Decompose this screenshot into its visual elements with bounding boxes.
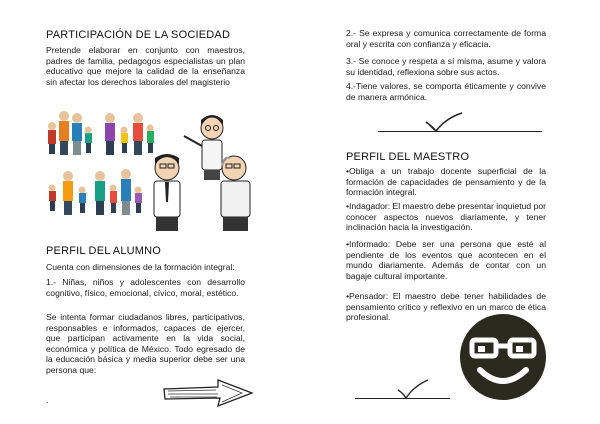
student-heading: PERFIL DEL ALUMNO xyxy=(46,245,162,257)
family-group-3 xyxy=(49,171,87,215)
hand-drawn-arrow-icon xyxy=(162,378,256,408)
teacher-woman xyxy=(184,115,223,180)
teacher-man xyxy=(154,154,180,231)
nerd-smiley-icon xyxy=(458,312,548,402)
teacher-bullet-2: •Indagador: El maestro debe presentar inquietud por conocer aspectos nuevos diariamente, y tener inclinación hacia la investigación. xyxy=(346,201,546,233)
list-item-2: 2.- Se expresa y comunica correctamente de forma oral y escrita con confianza y eficacia. xyxy=(346,28,546,49)
trailing-dot: . xyxy=(46,395,49,405)
student-point-1: 1.- Niñas, niños y adolescentes con desarrollo cognitivo, físico, emocional, cívico, moral, estético. xyxy=(46,277,245,298)
teacher-bullet-3: •Informado: Debe ser una persona que esté al pendiente de los eventos que acontecen en el mundo diariamente. Además de contar con un bagaje cultural importante. xyxy=(346,239,546,281)
student-point-2: Se intenta formar ciudadanos libres, participativos, responsables e informados, capaces de ejercer, que participan activamente en la vida social, económica y política de México. Todo egresado de la educación básica y media superior debe ser una persona que: xyxy=(46,312,245,375)
people-illustration-icon xyxy=(44,106,250,234)
society-heading: PARTICIPACIÓN DE LA SOCIEDAD xyxy=(46,29,231,41)
list-item-4: 4.-Tiene valores, se comporta éticamente y convive de manera armónica. xyxy=(346,81,546,102)
family-group-2 xyxy=(105,113,154,155)
society-body: Pretende elaborar en conjunto con maestros, padres de familia, pedagogos especialistas un plan educativo que mejore la calidad de la enseñanza sin afectar los derechos laborales del magisterio xyxy=(46,45,245,87)
list-item-3: 3.- Se conoce y respeta a sí misma, asume y valora su identidad, reflexiona sobre sus actos. xyxy=(346,56,546,77)
teacher-bullet-4: •Pensador: El maestro debe tener habilidades de pensamiento crítico y reflexivo en un marco de ética profesional. xyxy=(346,291,546,323)
right-panel xyxy=(300,0,600,424)
teacher-heading: PERFIL DEL MAESTRO xyxy=(346,151,470,163)
student-intro: Cuenta con dimensiones de la formación integral: xyxy=(46,262,235,272)
teacher-bullet-1: •Obliga a un trabajo docente superficial de la formación de capacidades de pensamiento y de la formación integral. xyxy=(346,166,546,198)
family-group-4 xyxy=(95,169,142,215)
family-group-1 xyxy=(48,111,92,155)
checkmark-icon-bottom xyxy=(396,378,430,400)
checkmark-icon xyxy=(424,112,464,134)
teacher-old-man xyxy=(221,156,250,231)
